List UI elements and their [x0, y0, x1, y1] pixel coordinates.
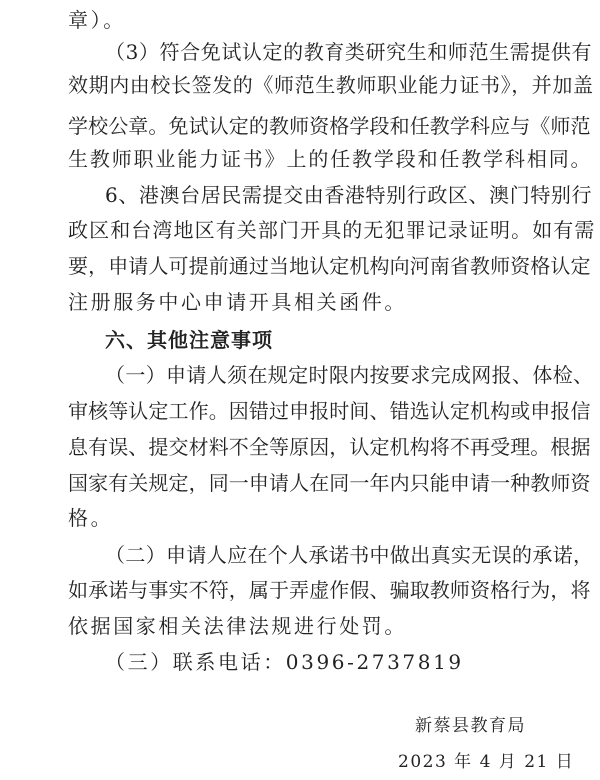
text-line: 息有误、提交材料不全等原因，认定机构将不再受理。根据 — [68, 435, 591, 459]
text-line: 国家有关规定，同一申请人在同一年内只能申请一种教师资 — [68, 471, 591, 495]
text-line: （一）申请人须在规定时限内按要求完成网报、体检、 — [105, 363, 594, 387]
text-line: （3）符合免试认定的教育类研究生和师范生需提供有 — [105, 40, 593, 64]
text-line: 格。 — [68, 506, 114, 530]
section-heading: 六、其他注意事项 — [105, 328, 273, 352]
contact-phone-line: （三）联系电话：0396-2737819 — [105, 650, 464, 674]
text-line: 生教师职业能力证书》上的任教学段和任教学科相同。 — [68, 147, 593, 171]
text-line: 依据国家相关法律法规进行处罚。 — [68, 614, 407, 638]
text-line: 效期内由校长签发的《师范生教师职业能力证书》，并加盖 — [68, 73, 594, 97]
text-line: 章）。 — [68, 8, 126, 32]
text-line: 审核等认定工作。因错过申报时间、错选认定机构或申报信 — [68, 399, 591, 423]
issuing-organization: 新蔡县教育局 — [415, 716, 526, 736]
text-line: （二）申请人应在个人承诺书中做出真实无误的承诺， — [105, 543, 594, 567]
text-line: 政区和台湾地区有关部门开具的无犯罪记录证明。如有需 — [68, 218, 596, 242]
text-line: 学校公章。免试认定的教师资格学段和任教学科应与《师范 — [68, 114, 591, 138]
issue-date: 2023 年 4 月 21 日 — [398, 752, 575, 772]
text-line: 如承诺与事实不符，属于弄虚作假、骗取教师资格行为，将 — [68, 578, 591, 602]
text-line: 注册服务中心申请开具相关函件。 — [68, 290, 407, 314]
text-line: 6、港澳台居民需提交由香港特别行政区、澳门特别行 — [105, 183, 593, 207]
text-line: 要，申请人可提前通过当地认定机构向河南省教师资格认定 — [68, 254, 591, 278]
